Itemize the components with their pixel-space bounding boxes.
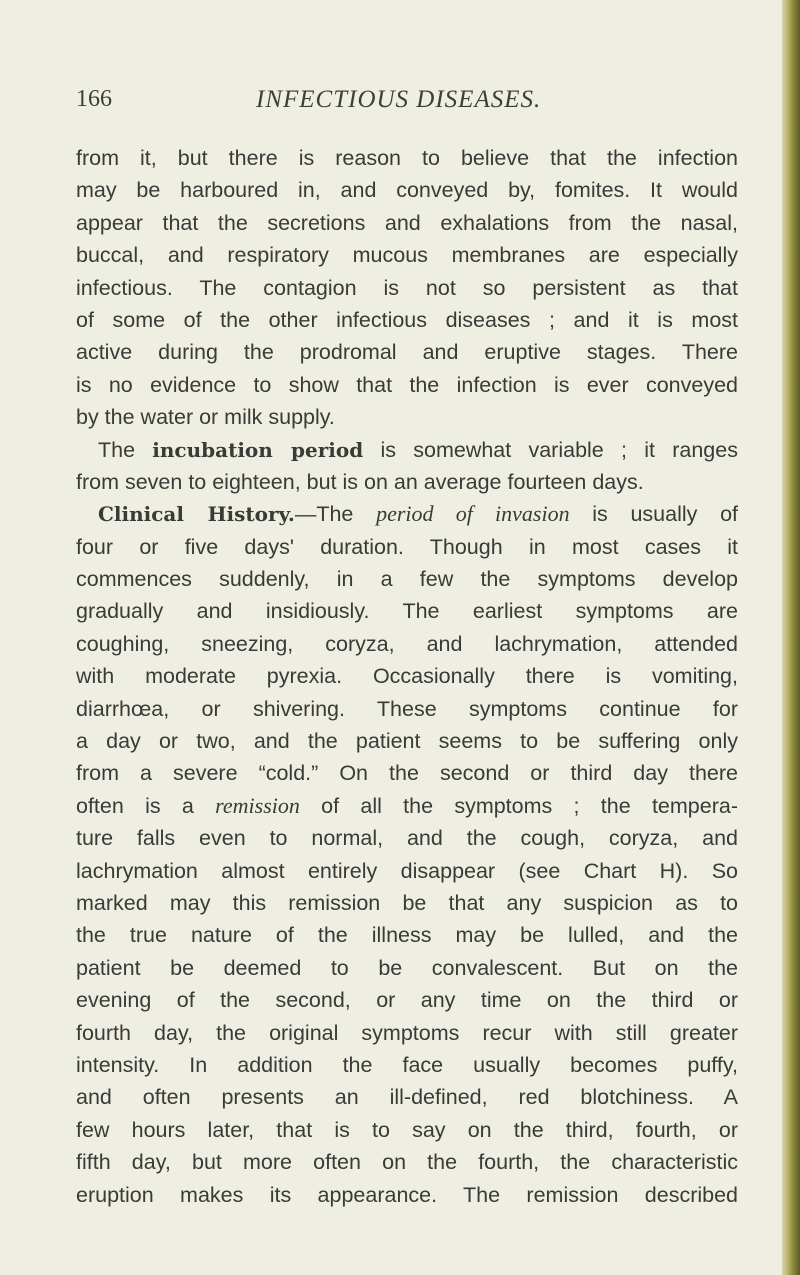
period-of-invasion-term: period of invasion xyxy=(376,501,570,527)
text-line: The incubation period is somewhat variable ; it ranges xyxy=(98,437,738,462)
text-line: by the water or milk supply. xyxy=(76,405,335,430)
text-line: evening of the second, or any time on the third or xyxy=(76,988,738,1013)
text-line: is no evidence to show that the infection is ever conveyed xyxy=(76,372,738,397)
text-line: ture falls even to normal, and the cough, coryza, and xyxy=(76,826,738,851)
text-line: the true nature of the illness may be lulled, and the xyxy=(76,923,738,948)
text-line: active during the prodromal and eruptive stages. There xyxy=(76,340,738,365)
text-line: fifth day, but more often on the fourth, the characteristic xyxy=(76,1150,738,1175)
text-line: commences suddenly, in a few the symptoms develop xyxy=(76,567,738,592)
text-line: few hours later, that is to say on the third, fourth, or xyxy=(76,1117,738,1142)
text-line: appear that the secretions and exhalations from the nasal, xyxy=(76,210,738,235)
text-line: coughing, sneezing, coryza, and lachrymation, attended xyxy=(76,631,738,656)
remission-term: remission xyxy=(215,792,300,818)
text-line: marked may this remission be that any suspicion as to xyxy=(76,890,738,915)
text-line: may be harboured in, and conveyed by, fomites. It would xyxy=(76,178,738,203)
incubation-period-heading: incubation period xyxy=(152,437,364,462)
text-line: of some of the other infectious diseases ; and it is most xyxy=(76,307,738,332)
text-line: and often presents an ill-defined, red blotchiness. A xyxy=(76,1085,738,1110)
page-edge-binding xyxy=(782,0,800,1275)
text-line: from a severe “cold.” On the second or third day there xyxy=(76,761,738,786)
text-line: fourth day, the original symptoms recur with still greater xyxy=(76,1020,738,1045)
body-text xyxy=(76,142,738,1211)
text-line: lachrymation almost entirely disappear (see Chart H). So xyxy=(76,858,738,883)
running-head: INFECTIOUS DISEASES. xyxy=(256,86,542,113)
text-line: diarrhœa, or shivering. These symptoms continue for xyxy=(76,696,738,721)
text-line: with moderate pyrexia. Occasionally there is vomiting, xyxy=(76,664,738,689)
text-line: eruption makes its appearance. The remission described xyxy=(76,1182,738,1207)
text-line: buccal, and respiratory mucous membranes are especially xyxy=(76,243,738,268)
text-line: Clinical History.—The period of invasion is usually of xyxy=(98,501,738,527)
text-line: from it, but there is reason to believe that the infection xyxy=(76,146,738,170)
text-line: four or five days' duration. Though in most cases it xyxy=(76,534,738,559)
text-line: patient be deemed to be convalescent. But on the xyxy=(76,955,738,980)
text-line: from seven to eighteen, but is on an average fourteen days. xyxy=(76,469,644,494)
text-line: infectious. The contagion is not so persistent as that xyxy=(76,275,738,300)
text-line: gradually and insidiously. The earliest symptoms are xyxy=(76,599,738,624)
text-line: intensity. In addition the face usually becomes puffy, xyxy=(76,1052,738,1077)
text-line: often is a remission of all the symptoms ; the tempera- xyxy=(76,792,738,818)
text-line: a day or two, and the patient seems to be suffering only xyxy=(76,729,738,754)
clinical-history-heading: Clinical History. xyxy=(98,502,295,527)
page-number: 166 xyxy=(76,86,112,112)
page-header xyxy=(76,86,736,120)
